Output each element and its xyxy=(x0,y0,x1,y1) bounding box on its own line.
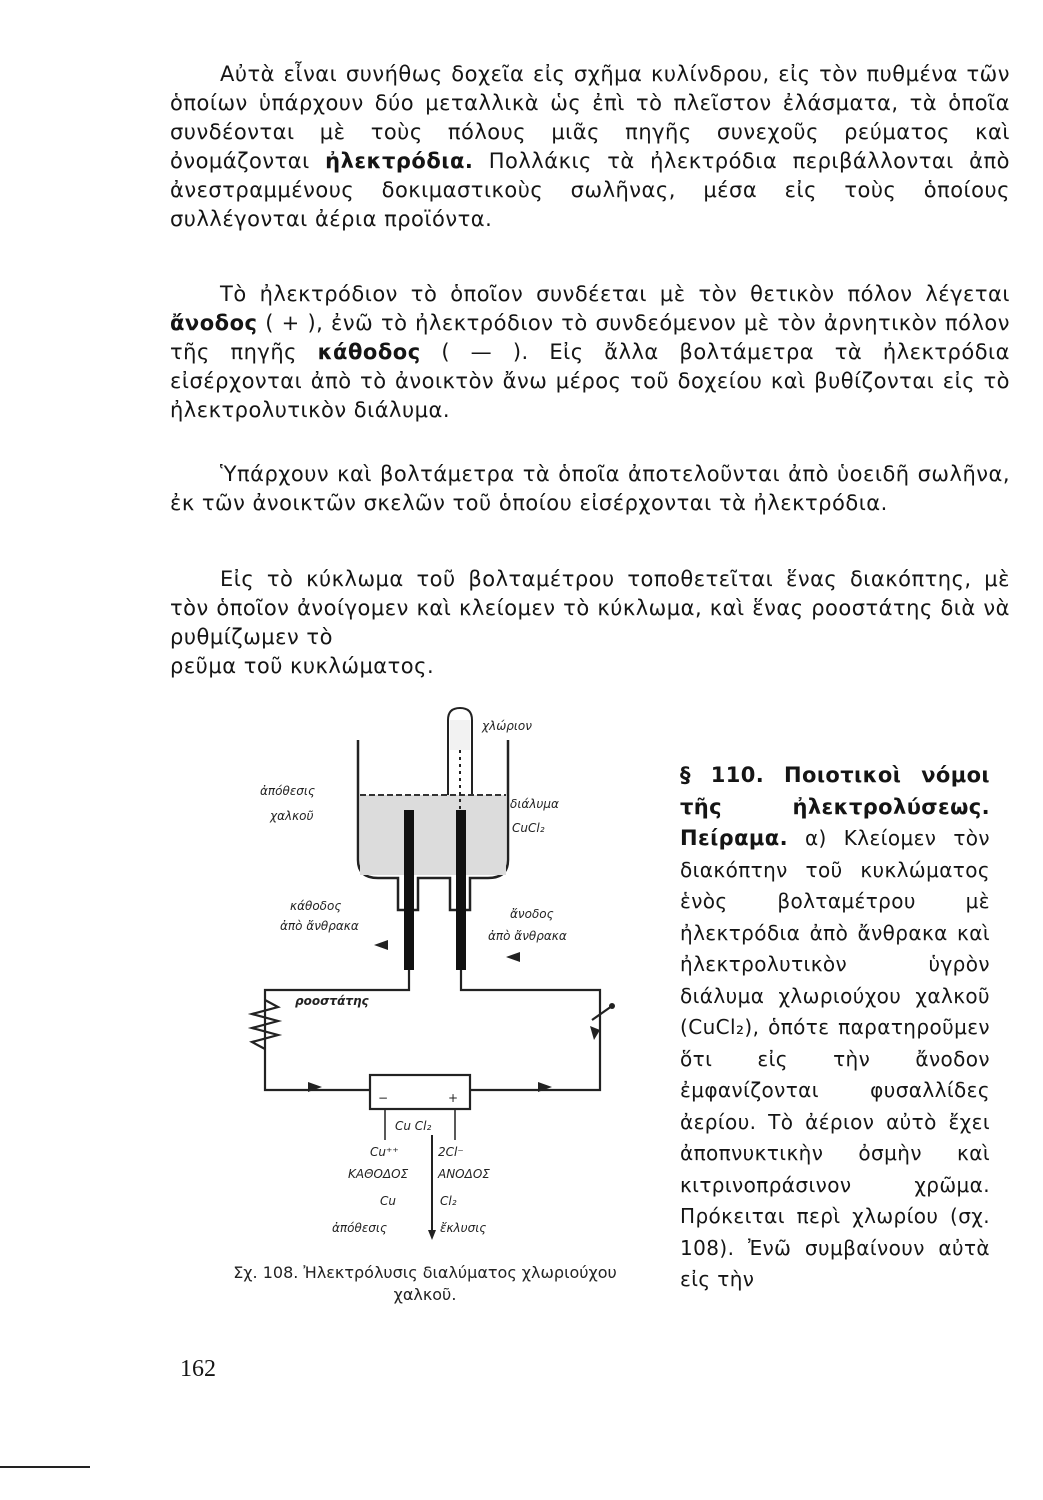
label-cathode-material: ἀπὸ ἄνθρακα xyxy=(280,919,359,933)
switch-contact xyxy=(609,1003,615,1009)
electrolysis-apparatus-svg xyxy=(220,700,640,1260)
label-solution: διάλυμα xyxy=(510,797,559,811)
label-chlorine: χλώριον xyxy=(482,719,532,733)
term-anode: ἄνοδος xyxy=(170,311,258,335)
term-electrodes: ἠλεκτρόδια. xyxy=(325,149,474,173)
section-text: α) Κλείομεν τὸν διακόπτην τοῦ κυκλώματος ἑνὸς βολταμέτρου μὲ ἠλεκτρόδια ἀπὸ ἄνθρακα καὶ ἠλεκτρολυτικὸν ὑγρὸν διάλυμα χλωριούχου χαλκοῦ (CuCl₂), ὁπότε παρατηροῦμεν ὅτι εἰς τὴν ἄνοδον ἐμφανίζονται φυσαλλίδες ἀερίου. Τὸ ἀέριον αὐτὸ ἔχει ἀποπνυκτικὴν ὀσμὴν καὶ κιτρινοπράσινον χρῶμα. Πρόκειται περὶ χλωρίου (σχ. 108). Ἐνῶ συμβαίνουν αὐτὰ εἰς τὴν xyxy=(680,826,990,1291)
paragraph-anode-cathode: Τὸ ἠλεκτρόδιον τὸ ὁποῖον συνδέεται μὲ τὸν θετικὸν πόλον λέγεται ἄνοδος ( + ), ἐνῶ τὸ ἠλεκτρόδιον τὸ συνδεόμενον μὲ τὸν ἀρνητικὸν πόλον τῆς πηγῆς κάθοδος ( — ). Εἰς ἄλλα βολτάμετρα τὰ ἠλεκτρόδια εἰσέρχονται ἀπὸ τὸ ἀνοικτὸν ἄνω μέρος τοῦ δοχείου καὶ βυθίζονται εἰς τὸ ἠλεκτρολυτικὸν διάλυμα. xyxy=(170,282,1011,422)
label-cathode: κάθοδος xyxy=(290,899,342,913)
battery-minus: − xyxy=(378,1091,389,1105)
liquid-solution xyxy=(360,795,506,875)
label-cu-ion: Cu⁺⁺ xyxy=(370,1145,399,1159)
arrow-icon xyxy=(506,952,520,962)
anode-rod xyxy=(456,810,466,970)
paragraph-u-tube: Ὑπάρχουν καὶ βολτάμετρα τὰ ὁποῖα ἀποτελοῦνται ἀπὸ ὑοειδῆ σωλῆνα, ἐκ τῶν ἀνοικτῶν σκελῶν τοῦ ὁποίου εἰσέρχονται τὰ ἠλεκτρόδια. xyxy=(170,462,1010,515)
battery-plus: + xyxy=(448,1091,459,1105)
label-cucl2: CuCl₂ xyxy=(512,821,545,835)
label-anode-material: ἀπὸ ἄνθρακα xyxy=(488,929,567,943)
figure-caption: Σχ. 108. Ἠλεκτρόλυσις διαλύματος χλωριούχου χαλκοῦ. xyxy=(233,1263,617,1304)
label-cl2: Cl₂ xyxy=(440,1194,457,1208)
figure-electrolysis-diagram xyxy=(220,700,640,1260)
label-release-word: ἔκλυσις xyxy=(440,1221,487,1235)
label-anode: ἄνοδος xyxy=(510,907,554,921)
label-cu: Cu xyxy=(380,1194,396,1208)
page-number: 162 xyxy=(180,1356,216,1382)
label-rheostat: ροοστάτης xyxy=(295,994,369,1008)
wire-left xyxy=(265,970,409,1090)
section-heading: § 110. Ποιοτικοὶ νόμοι τῆς ἠλεκτρολύσεως. Πείραμα. xyxy=(680,763,990,850)
footer-rule xyxy=(0,1466,90,1468)
arrow-icon xyxy=(590,1026,600,1040)
label-deposit-word: ἀπόθεσις xyxy=(332,1221,388,1235)
label-cathode-caps: ΚΑΘΟΔΟΣ xyxy=(348,1167,409,1181)
arrow-icon xyxy=(374,940,388,950)
section-110 xyxy=(680,760,990,1296)
label-anode-caps: ΑΝΟΔΟΣ xyxy=(438,1167,490,1181)
label-cl-ion: 2Cl⁻ xyxy=(438,1145,464,1159)
switch-lever xyxy=(592,1006,612,1020)
label-formula: Cu Cl₂ xyxy=(395,1119,432,1133)
label-copper: χαλκοῦ xyxy=(270,809,314,823)
paragraph-electrodes: Αὐτὰ εἶναι συνήθως δοχεῖα εἰς σχῆμα κυλίνδρου, εἰς τὸν πυθμένα τῶν ὁποίων ὑπάρχουν δύο μεταλλικὰ ὡς ἐπὶ τὸ πλεῖστον ἐλάσματα, τὰ ὁποῖα συνδέονται μὲ τοὺς πόλους μιᾶς πηγῆς συνεχοῦς ρεύματος καὶ ὀνομάζονται ἠλεκτρόδια. Πολλάκις τὰ ἠλεκτρόδια περιβάλλονται ἀπὸ ἀνεστραμμένους δοκιμαστικοὺς σωλῆνας, μέσα εἰς τοὺς ὁποίους συλλέγονται ἀέρια προϊόντα. xyxy=(170,62,1010,231)
paragraph-circuit: Εἰς τὸ κύκλωμα τοῦ βολταμέτρου τοποθετεῖται ἕνας διακόπτης, μὲ τὸν ὁποῖον ἀνοίγομεν καὶ κλείομεν τὸ κύκλωμα, καὶ ἕνας ροοστάτης διὰ νὰ ρυθμίζωμεν τὸ ρεῦμα τοῦ κυκλώματος. xyxy=(170,567,1010,678)
term-cathode: κάθοδος xyxy=(317,340,421,364)
cathode-rod xyxy=(404,810,414,970)
arrow-icon xyxy=(428,1230,436,1240)
label-deposit: ἀπόθεσις xyxy=(260,784,316,798)
wire-right xyxy=(461,970,600,1090)
chlorine-gas xyxy=(450,720,470,750)
